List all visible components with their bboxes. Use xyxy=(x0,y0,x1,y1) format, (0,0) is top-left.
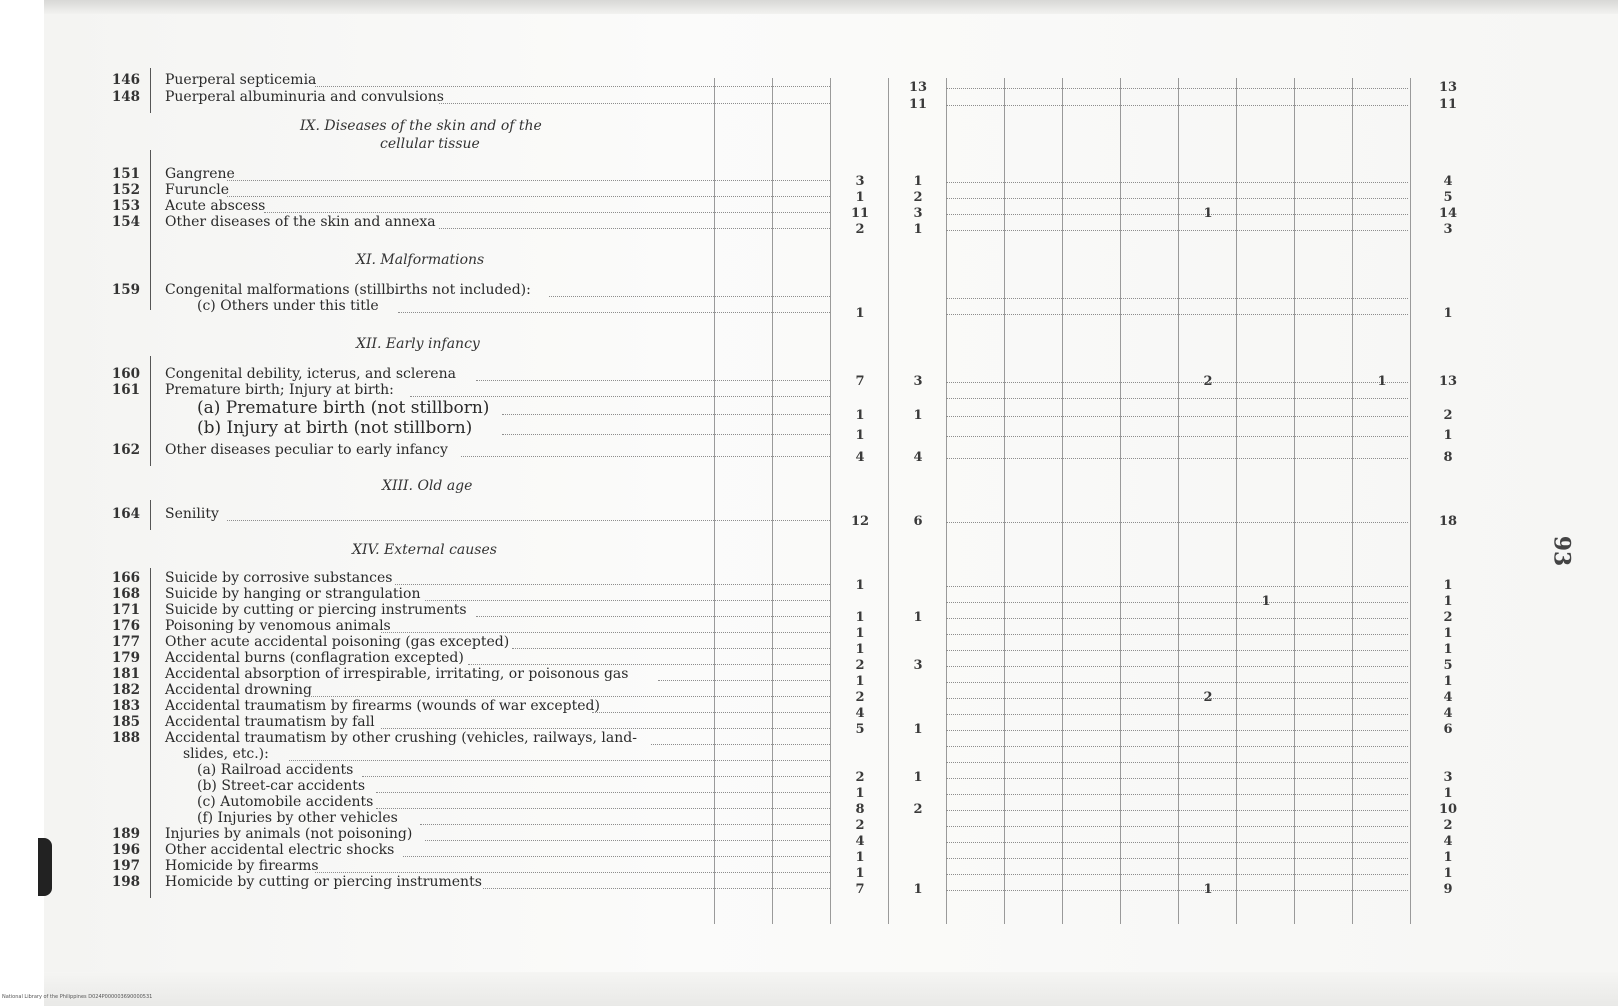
dot-leader xyxy=(946,214,1408,215)
page-bottom-shadow xyxy=(44,972,1618,1006)
dot-leader xyxy=(946,618,1408,619)
dot-leader xyxy=(946,698,1408,699)
row-number-rule xyxy=(150,270,151,300)
table-cell-value: 18 xyxy=(1438,514,1458,529)
cause-label: Accidental traumatism by other crushing (vehicles, railways, land- xyxy=(165,730,637,746)
table-cell-value: 1 xyxy=(855,190,865,205)
table-cell-value: 1 xyxy=(913,882,923,897)
table-cell-value: 1 xyxy=(913,770,923,785)
cause-label: (b) Street-car accidents xyxy=(197,778,366,794)
dot-leader xyxy=(592,712,830,713)
table-cell-value: 8 xyxy=(1443,450,1453,465)
dot-leader xyxy=(395,584,830,585)
dot-leader xyxy=(946,382,1408,383)
cause-number: 179 xyxy=(111,650,140,666)
table-cell-value: 2 xyxy=(913,190,923,205)
dot-leader xyxy=(946,778,1408,779)
table-cell-value: 7 xyxy=(855,882,865,897)
column-rule xyxy=(1236,78,1237,924)
column-rule xyxy=(1004,78,1005,924)
cause-number: 182 xyxy=(111,682,140,698)
dot-leader xyxy=(658,680,830,681)
dot-leader xyxy=(420,824,830,825)
dot-leader xyxy=(439,228,830,229)
section-heading: XII. Early infancy xyxy=(356,336,480,352)
cause-label: Congenital malformations (stillbirths not included): xyxy=(165,282,531,298)
dot-leader xyxy=(946,810,1408,811)
table-cell-value: 2 xyxy=(855,658,865,673)
dot-leader xyxy=(410,396,830,397)
table-cell-value: 1 xyxy=(1443,642,1453,657)
cause-label: Premature birth; Injury at birth: xyxy=(165,382,394,398)
dot-leader xyxy=(946,730,1408,731)
dot-leader xyxy=(946,714,1408,715)
dot-leader xyxy=(946,298,1408,299)
table-cell-value: 2 xyxy=(1443,610,1453,625)
cause-number: 177 xyxy=(111,634,140,650)
table-cell-value: 11 xyxy=(1438,97,1458,112)
cause-number: 188 xyxy=(111,730,140,746)
cause-label: (a) Premature birth (not stillborn) xyxy=(197,398,490,418)
dot-leader xyxy=(946,890,1408,891)
table-cell-value: 14 xyxy=(1438,206,1458,221)
table-cell-value: 5 xyxy=(1443,190,1453,205)
table-cell-value: 3 xyxy=(913,206,923,221)
table-cell-value: 2 xyxy=(855,818,865,833)
row-number-rule xyxy=(150,356,151,466)
cause-label: Acute abscess xyxy=(165,198,266,214)
column-rule xyxy=(1410,78,1411,924)
dot-leader xyxy=(946,858,1408,859)
dot-leader xyxy=(381,728,830,729)
dot-leader xyxy=(476,380,830,381)
cause-number: 162 xyxy=(111,442,140,458)
dot-leader xyxy=(946,762,1408,763)
cause-number: 181 xyxy=(111,666,140,682)
dot-leader xyxy=(946,198,1408,199)
cause-label: Suicide by hanging or strangulation xyxy=(165,586,421,602)
table-cell-value: 1 xyxy=(855,578,865,593)
table-cell-value: 5 xyxy=(1443,658,1453,673)
table-cell-value: 10 xyxy=(1438,802,1458,817)
dot-leader xyxy=(308,696,830,697)
cause-number: 159 xyxy=(111,282,140,298)
table-cell-value: 2 xyxy=(1203,690,1213,705)
table-cell-value: 4 xyxy=(1443,706,1453,721)
section-heading: XI. Malformations xyxy=(356,252,485,268)
table-cell-value: 1 xyxy=(855,786,865,801)
column-rule xyxy=(1178,78,1179,924)
dot-leader xyxy=(381,632,830,633)
table-cell-value: 4 xyxy=(1443,174,1453,189)
table-cell-value: 1 xyxy=(913,408,923,423)
section-heading: XIV. External causes xyxy=(352,542,497,558)
cause-label: slides, etc.): xyxy=(183,746,269,762)
section-heading: XIII. Old age xyxy=(382,478,473,494)
table-cell-value: 3 xyxy=(913,658,923,673)
dot-leader xyxy=(946,666,1408,667)
binding-mark xyxy=(38,838,52,896)
table-cell-value: 1 xyxy=(1443,578,1453,593)
dot-leader xyxy=(946,682,1408,683)
cause-number: 161 xyxy=(111,382,140,398)
cause-label: Other diseases of the skin and annexa xyxy=(165,214,436,230)
dot-leader xyxy=(502,434,830,435)
cause-number: 189 xyxy=(111,826,140,842)
table-cell-value: 1 xyxy=(855,408,865,423)
dot-leader xyxy=(483,888,830,889)
cause-number: 164 xyxy=(111,506,140,522)
cause-label: Puerperal septicemia xyxy=(165,72,317,88)
column-rule xyxy=(1062,78,1063,924)
column-rule xyxy=(714,78,715,924)
dot-leader xyxy=(468,664,830,665)
dot-leader xyxy=(315,86,830,87)
cause-label: Congenital debility, icterus, and sclerena xyxy=(165,366,456,382)
dot-leader xyxy=(946,88,1408,89)
cause-label: (b) Injury at birth (not stillborn) xyxy=(197,418,473,438)
dot-leader xyxy=(227,520,830,521)
table-cell-value: 1 xyxy=(1203,882,1213,897)
column-rule xyxy=(1294,78,1295,924)
table-cell-value: 2 xyxy=(1443,408,1453,423)
cause-number: 152 xyxy=(111,182,140,198)
cause-number: 197 xyxy=(111,858,140,874)
cause-number: 160 xyxy=(111,366,140,382)
table-cell-value: 4 xyxy=(1443,834,1453,849)
table-cell-value: 1 xyxy=(1443,306,1453,321)
table-cell-value: 1 xyxy=(1443,850,1453,865)
dot-leader xyxy=(651,744,830,745)
table-cell-value: 4 xyxy=(913,450,923,465)
table-cell-value: 1 xyxy=(1443,786,1453,801)
table-cell-value: 1 xyxy=(913,722,923,737)
table-cell-value: 4 xyxy=(1443,690,1453,705)
column-rule xyxy=(888,78,889,924)
dot-leader xyxy=(946,314,1408,315)
cause-label: Gangrene xyxy=(165,166,235,182)
cause-label: Suicide by corrosive substances xyxy=(165,570,393,586)
cause-number: 151 xyxy=(111,166,140,182)
table-cell-value: 11 xyxy=(908,97,928,112)
dot-leader xyxy=(946,458,1408,459)
table-cell-value: 6 xyxy=(1443,722,1453,737)
table-cell-value: 7 xyxy=(855,374,865,389)
table-cell-value: 13 xyxy=(1438,80,1458,95)
cause-number: 146 xyxy=(111,72,140,88)
table-cell-value: 2 xyxy=(1443,818,1453,833)
table-cell-value: 1 xyxy=(855,866,865,881)
dot-leader xyxy=(946,602,1408,603)
cause-label: Suicide by cutting or piercing instruments xyxy=(165,602,467,618)
cause-label: Accidental drowning xyxy=(165,682,312,698)
cause-label: (f) Injuries by other vehicles xyxy=(197,810,398,826)
cause-label: Other diseases peculiar to early infancy xyxy=(165,442,448,458)
dot-leader xyxy=(425,600,831,601)
cause-number: 196 xyxy=(111,842,140,858)
table-cell-value: 1 xyxy=(1443,674,1453,689)
column-rule xyxy=(946,78,947,924)
cause-number: 154 xyxy=(111,214,140,230)
table-cell-value: 5 xyxy=(855,722,865,737)
table-cell-value: 13 xyxy=(1438,374,1458,389)
dot-leader xyxy=(227,196,830,197)
cause-number: 166 xyxy=(111,570,140,586)
table-cell-value: 2 xyxy=(855,690,865,705)
dot-leader xyxy=(946,826,1408,827)
cause-label: (a) Railroad accidents xyxy=(197,762,354,778)
table-cell-value: 1 xyxy=(855,306,865,321)
table-cell-value: 8 xyxy=(855,802,865,817)
cause-number: 185 xyxy=(111,714,140,730)
dot-leader xyxy=(946,842,1408,843)
table-cell-value: 1 xyxy=(1443,594,1453,609)
dot-leader xyxy=(439,103,830,104)
table-cell-value: 1 xyxy=(1443,626,1453,641)
cause-number: 168 xyxy=(111,586,140,602)
table-cell-value: 1 xyxy=(855,626,865,641)
table-cell-value: 1 xyxy=(855,610,865,625)
table-cell-value: 3 xyxy=(913,374,923,389)
dot-leader xyxy=(376,808,830,809)
dot-leader xyxy=(946,416,1408,417)
table-cell-value: 1 xyxy=(913,174,923,189)
cause-number: 153 xyxy=(111,198,140,214)
cause-label: Accidental traumatism by fall xyxy=(165,714,375,730)
table-cell-value: 1 xyxy=(855,642,865,657)
cause-label: Other accidental electric shocks xyxy=(165,842,395,858)
table-cell-value: 4 xyxy=(855,450,865,465)
dot-leader xyxy=(946,794,1408,795)
column-rule xyxy=(772,78,773,924)
cause-label: Accidental absorption of irrespirable, irritating, or poisonous gas xyxy=(165,666,629,682)
cause-number: 183 xyxy=(111,698,140,714)
dot-leader xyxy=(376,792,830,793)
cause-label: Injuries by animals (not poisoning) xyxy=(165,826,413,842)
table-cell-value: 1 xyxy=(1443,866,1453,881)
cause-label: Senility xyxy=(165,506,219,522)
table-cell-value: 2 xyxy=(913,802,923,817)
cause-label: Accidental burns (conflagration excepted) xyxy=(165,650,464,666)
cause-label: Poisoning by venomous animals xyxy=(165,618,391,634)
table-cell-value: 9 xyxy=(1443,882,1453,897)
table-cell-value: 1 xyxy=(913,610,923,625)
table-cell-value: 2 xyxy=(1203,374,1213,389)
dot-leader xyxy=(946,182,1408,183)
cause-number: 198 xyxy=(111,874,140,890)
cause-label: Homicide by firearms xyxy=(165,858,319,874)
dot-leader xyxy=(946,522,1408,523)
table-cell-value: 4 xyxy=(855,834,865,849)
table-cell-value: 1 xyxy=(855,850,865,865)
table-cell-value: 1 xyxy=(1261,594,1271,609)
table-cell-value: 3 xyxy=(1443,222,1453,237)
dot-leader xyxy=(227,180,830,181)
row-number-rule xyxy=(150,568,151,898)
cause-number: 171 xyxy=(111,602,140,618)
cause-number: 148 xyxy=(111,89,140,105)
dot-leader xyxy=(946,634,1408,635)
table-cell-value: 1 xyxy=(1377,374,1387,389)
dot-leader xyxy=(425,840,831,841)
dot-leader xyxy=(946,398,1408,399)
cause-label: (c) Others under this title xyxy=(197,298,379,314)
dot-leader xyxy=(549,296,830,297)
dot-leader xyxy=(362,776,830,777)
table-cell-value: 13 xyxy=(908,80,928,95)
section-heading: IX. Diseases of the skin and of the xyxy=(300,118,542,134)
dot-leader xyxy=(946,874,1408,875)
row-number-rule xyxy=(150,500,151,530)
table-cell-value: 3 xyxy=(1443,770,1453,785)
dot-leader xyxy=(502,414,830,415)
table-cell-value: 2 xyxy=(855,770,865,785)
column-rule xyxy=(830,78,831,924)
dot-leader xyxy=(264,212,830,213)
dot-leader xyxy=(946,436,1408,437)
dot-leader xyxy=(398,312,830,313)
table-cell-value: 12 xyxy=(850,514,870,529)
dot-leader xyxy=(946,586,1408,587)
cause-label: Furuncle xyxy=(165,182,230,198)
dot-leader xyxy=(289,760,830,761)
table-cell-value: 1 xyxy=(1203,206,1213,221)
row-number-rule xyxy=(150,68,151,113)
column-rule xyxy=(1120,78,1121,924)
cause-label: Puerperal albuminuria and convulsions xyxy=(165,89,444,105)
cause-label: Other acute accidental poisoning (gas excepted) xyxy=(165,634,510,650)
page-edge-shadow xyxy=(44,0,1618,14)
dot-leader xyxy=(946,650,1408,651)
table-cell-value: 1 xyxy=(855,674,865,689)
dot-leader xyxy=(476,616,830,617)
dot-leader xyxy=(946,230,1408,231)
cause-number: 176 xyxy=(111,618,140,634)
table-cell-value: 4 xyxy=(855,706,865,721)
table-cell-value: 3 xyxy=(855,174,865,189)
dot-leader xyxy=(403,856,830,857)
footer-caption: National Library of the Philippines D024P000003690000531 xyxy=(2,994,153,1000)
dot-leader xyxy=(315,872,830,873)
cause-label: Homicide by cutting or piercing instruments xyxy=(165,874,482,890)
table-cell-value: 1 xyxy=(855,428,865,443)
column-rule xyxy=(1352,78,1353,924)
table-cell-value: 1 xyxy=(913,222,923,237)
table-cell-value: 11 xyxy=(850,206,870,221)
dot-leader xyxy=(461,456,830,457)
table-cell-value: 2 xyxy=(855,222,865,237)
table-cell-value: 6 xyxy=(913,514,923,529)
dot-leader xyxy=(512,648,830,649)
dot-leader xyxy=(946,105,1408,106)
table-cell-value: 1 xyxy=(1443,428,1453,443)
section-heading: cellular tissue xyxy=(380,136,480,152)
page-number: 93 xyxy=(1548,535,1575,567)
dot-leader xyxy=(946,746,1408,747)
cause-label: (c) Automobile accidents xyxy=(197,794,374,810)
cause-label: Accidental traumatism by firearms (wounds of war excepted) xyxy=(165,698,600,714)
